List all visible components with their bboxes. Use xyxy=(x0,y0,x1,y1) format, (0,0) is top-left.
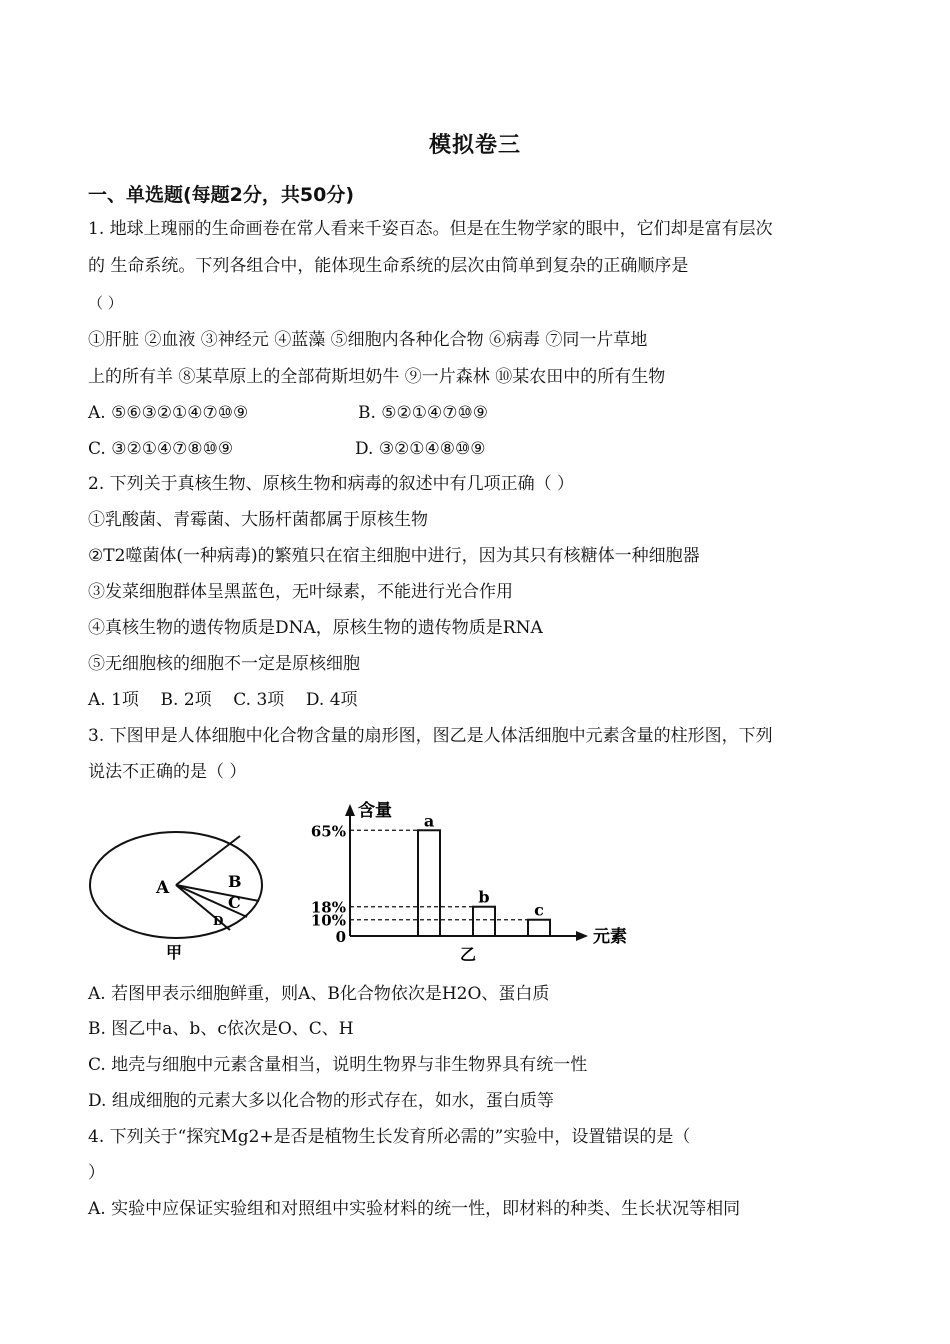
bar-c xyxy=(528,920,550,936)
bar-label-b: b xyxy=(478,887,490,907)
q2-statement-5: ⑤无细胞核的细胞不一定是原核细胞 xyxy=(88,654,360,674)
q1-items-line1: ①肝脏 ②血液 ③神经元 ④蓝藻 ⑤细胞内各种化合物 ⑥病毒 ⑦同一片草地 xyxy=(88,330,648,350)
page-title: 模拟卷三 xyxy=(428,133,521,158)
q2-stem: 2. 下列关于真核生物、原核生物和病毒的叙述中有几项正确（ ） xyxy=(88,474,575,494)
q1-option-a: A. ⑤⑥③②①④⑦⑩⑨ xyxy=(88,403,249,423)
q3-option-d: D. 组成细胞的元素大多以化合物的形式存在，如水，蛋白质等 xyxy=(88,1091,554,1111)
q1-option-b: B. ⑤②①④⑦⑩⑨ xyxy=(358,403,488,423)
q1-stem-line2: 的 生命系统。下列各组合中，能体现生命系统的层次由简单到复杂的正确顺序是 xyxy=(88,256,689,276)
q1-option-c: C. ③②①④⑦⑧⑩⑨ xyxy=(88,439,234,459)
x-axis-arrow xyxy=(576,931,588,941)
bar-label-c: c xyxy=(534,900,544,920)
y-tick-label: 0 xyxy=(335,928,346,946)
pie-caption: 甲 xyxy=(166,943,183,962)
q3-stem-line2: 说法不正确的是（ ） xyxy=(88,762,247,782)
q1-items-line2: 上的所有羊 ⑧某草原上的全部荷斯坦奶牛 ⑨一片森林 ⑩某农田中的所有生物 xyxy=(88,367,666,387)
bar-chart xyxy=(311,800,627,964)
bar-b xyxy=(473,907,495,936)
q3-stem-line1: 3. 下图甲是人体细胞中化合物含量的扇形图，图乙是人体活细胞中元素含量的柱形图，下列 xyxy=(88,726,773,746)
pie-label-a: A xyxy=(156,878,170,898)
q4-option-a: A. 实验中应保证实验组和对照组中实验材料的统一性，即材料的种类、生长状况等相同 xyxy=(88,1199,741,1219)
bar-caption: 乙 xyxy=(460,945,477,964)
y-axis-arrow xyxy=(345,804,355,816)
q1-answer-blank: （ ） xyxy=(88,294,123,312)
y-tick-label: 10% xyxy=(310,911,346,930)
y-tick-label: 18% xyxy=(310,898,346,917)
q4-stem-line1: 4. 下列关于“探究Mg2+是否是植物生长发育所必需的”实验中，设置错误的是（ xyxy=(88,1127,691,1147)
pie-divider-b-c xyxy=(176,885,259,901)
q1-options-row2 xyxy=(88,438,486,460)
x-axis-label: 元素 xyxy=(593,927,627,947)
q1-stem-line1: 1. 地球上瑰丽的生命画卷在常人看来千姿百态。但是在生物学家的眼中，它们却是富有层次 xyxy=(88,219,773,239)
q3-option-b: B. 图乙中a、b、c依次是O、C、H xyxy=(88,1019,354,1039)
q3-figure xyxy=(88,798,668,968)
pie-label-b: B xyxy=(228,872,242,891)
q2-statement-3: ③发菜细胞群体呈黑蓝色，无叶绿素，不能进行光合作用 xyxy=(88,582,513,602)
pie-label-d: D xyxy=(213,914,224,928)
y-tick-label: 65% xyxy=(310,822,346,841)
q3-option-a: A. 若图甲表示细胞鲜重，则A、B化合物依次是H2O、蛋白质 xyxy=(88,984,550,1004)
pie-label-c: C xyxy=(228,893,241,912)
q2-options: A. 1项 B. 2项 C. 3项 D. 4项 xyxy=(88,690,358,710)
q3-option-c: C. 地壳与细胞中元素含量相当，说明生物界与非生物界具有统一性 xyxy=(88,1055,588,1075)
section-heading: 一、单选题(每题2分，共50分) xyxy=(88,184,355,206)
q1-options-row1 xyxy=(88,402,488,424)
q1-option-d: D. ③②①④⑧⑩⑨ xyxy=(355,439,486,459)
q2-statement-1: ①乳酸菌、青霉菌、大肠杆菌都属于原核生物 xyxy=(88,510,428,530)
q2-statement-2: ②T2噬菌体(一种病毒)的繁殖只在宿主细胞中进行，因为其只有核糖体一种细胞器 xyxy=(88,546,700,566)
q2-statement-4: ④真核生物的遗传物质是DNA，原核生物的遗传物质是RNA xyxy=(88,618,543,638)
y-axis-label: 含量 xyxy=(358,801,392,821)
q4-stem-line2: ） xyxy=(88,1163,105,1183)
q3-figure-svg xyxy=(88,798,668,968)
bar-label-a: a xyxy=(423,811,435,831)
